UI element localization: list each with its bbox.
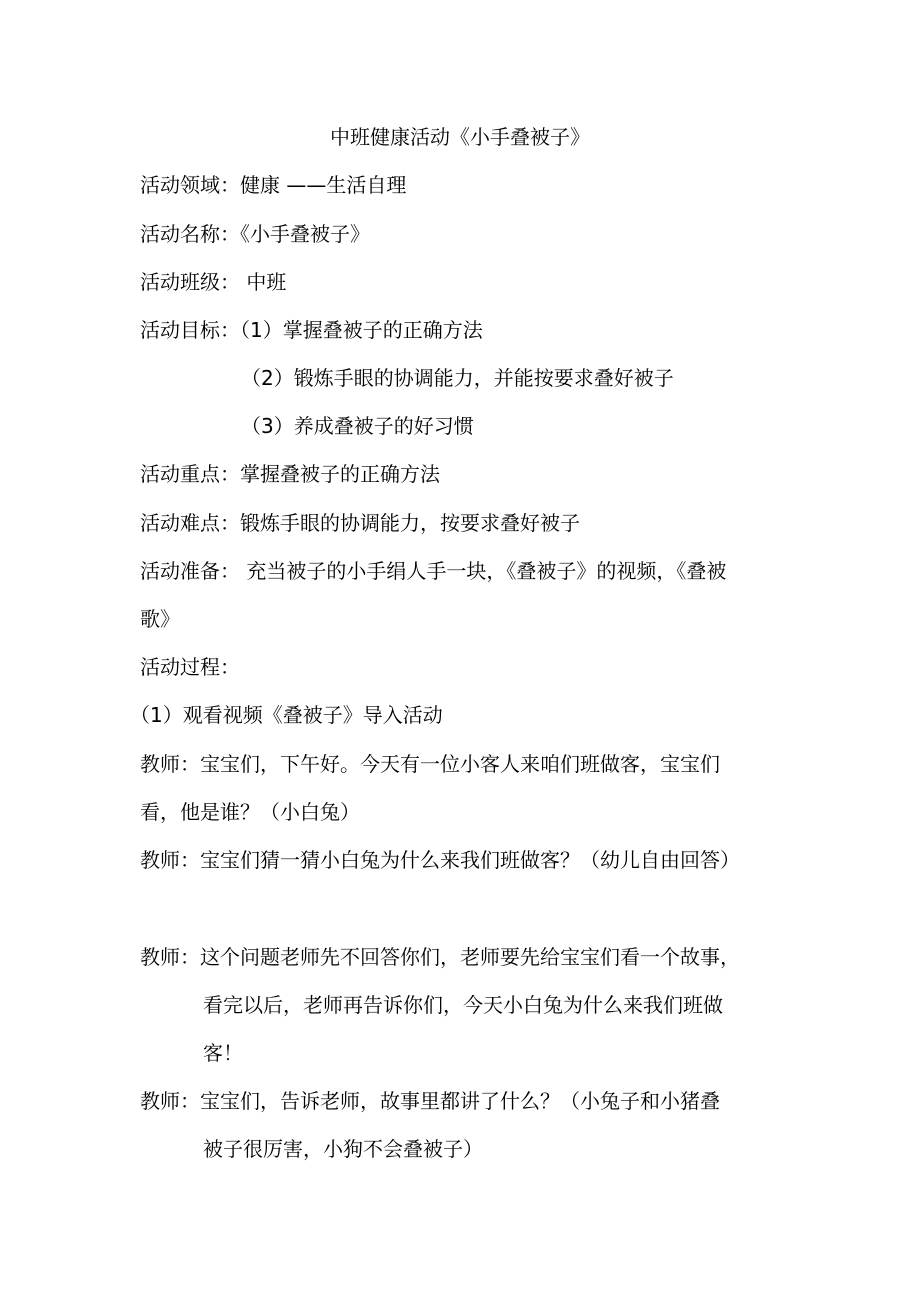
activity-prep-line-1: 活动准备： 充当被子的小手绢人手一块，《叠被子》的视频，《叠被 — [140, 559, 727, 583]
teacher-line-3a: 教师：这个问题老师先不回答你们，老师要先给宝宝们看一个故事， — [140, 945, 740, 969]
document-title: 中班健康活动《小手叠被子》 — [330, 125, 590, 149]
activity-domain-line: 活动领域：健康 ——生活自理 — [140, 173, 407, 197]
teacher-line-3b: 看完以后，老师再告诉你们，今天小白兔为什么来我们班做 — [203, 993, 723, 1017]
activity-goal-line-1: 活动目标：（1）掌握叠被子的正确方法 — [140, 318, 483, 342]
activity-focus-line: 活动重点：掌握叠被子的正确方法 — [140, 462, 440, 486]
activity-class-line: 活动班级： 中班 — [140, 270, 287, 294]
activity-name-line: 活动名称：《小手叠被子》 — [140, 222, 370, 246]
activity-process-heading: 活动过程： — [140, 655, 240, 679]
teacher-line-4a: 教师：宝宝们，告诉老师，故事里都讲了什么？（小兔子和小猪叠 — [140, 1089, 720, 1113]
teacher-line-4b: 被子很厉害，小狗不会叠被子） — [203, 1137, 483, 1161]
activity-difficulty-line: 活动难点：锻炼手眼的协调能力，按要求叠好被子 — [140, 511, 580, 535]
teacher-line-2: 教师：宝宝们猜一猜小白兔为什么来我们班做客？（幼儿自由回答） — [140, 848, 740, 872]
teacher-line-1b: 看，他是谁？（小白兔） — [140, 800, 360, 824]
activity-goal-line-3: （3）养成叠被子的好习惯 — [241, 414, 474, 438]
process-step-1: （1）观看视频《叠被子》导入活动 — [130, 703, 443, 727]
teacher-line-3c: 客！ — [203, 1041, 243, 1065]
activity-goal-line-2: （2）锻炼手眼的协调能力，并能按要求叠好被子 — [241, 366, 674, 390]
teacher-line-1a: 教师：宝宝们，下午好。今天有一位小客人来咱们班做客，宝宝们 — [140, 752, 720, 776]
activity-prep-line-2: 歌》 — [140, 607, 180, 631]
